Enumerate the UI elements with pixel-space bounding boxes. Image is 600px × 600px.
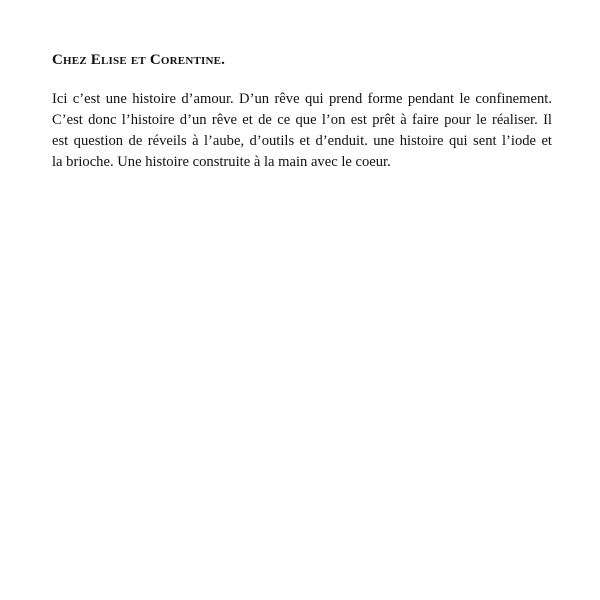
paragraph-line: Ici c’est une histoire d’amour. D’un rêve qui prend forme pendant le confinement. xyxy=(52,91,552,107)
document-heading: Chez Elise et Corentine. xyxy=(52,52,226,68)
paragraph-line: est question de réveils à l’aube, d’outils et d’enduit. une histoire qui sent l’iode et xyxy=(52,133,552,149)
paragraph-line: la brioche. Une histoire construite à la main avec le coeur. xyxy=(52,154,391,170)
paragraph-line: C’est donc l’histoire d’un rêve et de ce que l’on est prêt à faire pour le réaliser. Il xyxy=(52,112,552,128)
document-paragraph xyxy=(52,89,552,173)
